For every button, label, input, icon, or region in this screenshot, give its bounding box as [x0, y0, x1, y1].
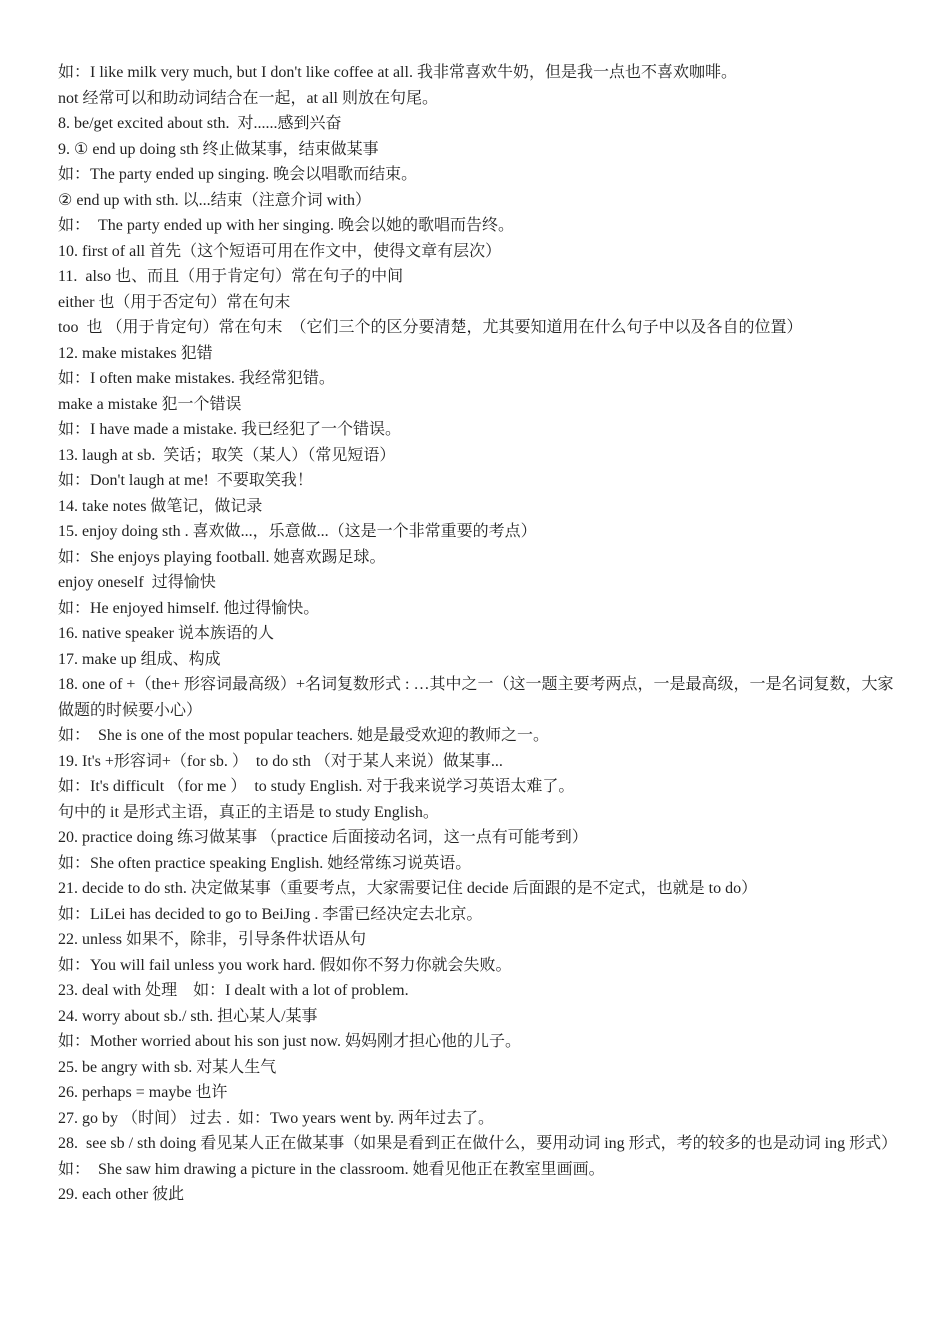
- text-line: 23. deal with 处理 如：I dealt with a lot of problem.: [58, 982, 409, 999]
- document-page: [58, 60, 898, 1208]
- text-line: 21. decide to do sth. 决定做某事（重要考点，大家需要记住 decide 后面跟的是不定式，也就是 to do）: [58, 880, 758, 897]
- text-line: 16. native speaker 说本族语的人: [58, 625, 274, 642]
- text-line: 11. also 也、而且（用于肯定句）常在句子的中间: [58, 268, 404, 285]
- text-line: 9. ① end up doing sth 终止做某事，结束做某事: [58, 140, 379, 158]
- text-line: 13. laugh at sb. 笑话；取笑（某人）（常见短语）: [58, 446, 396, 464]
- text-line: 18. one of +（the+ 形容词最高级）+名词复数形式 : …其中之一（这一题主要考两点，一是最高级，一是名词复数，大家做题的时候要小心）: [58, 676, 894, 719]
- text-line: 如：I like milk very much, but I don't like coffee at all. 我非常喜欢牛奶，但是我一点也不喜欢咖啡。: [58, 64, 737, 81]
- text-line: 如：Don't laugh at me! 不要取笑我！: [58, 472, 313, 489]
- text-line: 如：He enjoyed himself. 他过得愉快。: [58, 599, 320, 617]
- text-line: 20. practice doing 练习做某事 （practice 后面接动名词，这一点有可能考到）: [58, 829, 588, 846]
- text-line: 如： She is one of the most popular teachers. 她是最受欢迎的教师之一。: [58, 727, 550, 744]
- text-line: 如：I have made a mistake. 我已经犯了一个错误。: [58, 421, 402, 438]
- text-line: not 经常可以和助动词结合在一起，at all 则放在句尾。: [58, 89, 438, 107]
- text-line: 如：LiLei has decided to go to BeiJing . 李雷已经决定去北京。: [58, 905, 483, 923]
- text-line: 如：It's difficult （for me ） to study English. 对于我来说学习英语太难了。: [58, 778, 575, 795]
- text-line: 8. be/get excited about sth. 对......感到兴奋: [58, 115, 342, 132]
- text-line: 14. take notes 做笔记，做记录: [58, 497, 263, 515]
- text-line: 12. make mistakes 犯错: [58, 344, 213, 362]
- text-line: 27. go by （时间） 过去 . 如：Two years went by. 两年过去了。: [58, 1109, 495, 1127]
- text-line: enjoy oneself 过得愉快: [58, 574, 216, 591]
- text-line: ② end up with sth. 以...结束（注意介词 with）: [58, 191, 372, 209]
- text-line: 10. first of all 首先（这个短语可用在作文中，使得文章有层次）: [58, 242, 502, 260]
- text-line: 17. make up 组成、构成: [58, 650, 221, 668]
- text-line: too 也 （用于肯定句）常在句末 （它们三个的区分要清楚，尤其要知道用在什么句子中以及各自的位置）: [58, 319, 803, 336]
- text-line: 如：You will fail unless you work hard. 假如你不努力你就会失败。: [58, 956, 512, 974]
- text-line: either 也（用于否定句）常在句末: [58, 293, 291, 311]
- text-line: 如： She saw him drawing a picture in the classroom. 她看见他正在教室里画画。: [58, 1160, 605, 1178]
- text-line: 29. each other 彼此: [58, 1186, 185, 1203]
- text-line: 22. unless 如果不，除非，引导条件状语从句: [58, 931, 367, 948]
- text-line: 如：Mother worried about his son just now. 妈妈刚才担心他的儿子。: [58, 1033, 521, 1050]
- text-line: 26. perhaps = maybe 也许: [58, 1084, 228, 1101]
- text-line: 如：The party ended up singing. 晚会以唱歌而结束。: [58, 166, 418, 183]
- text-line: 19. It's +形容词+（for sb. ） to do sth （对于某人来说）做某事...: [58, 752, 503, 770]
- text-line: 28. see sb / sth doing 看见某人正在做某事（如果是看到正在做什么，要用动词 ing 形式，考的较多的也是动词 ing 形式）: [58, 1135, 898, 1152]
- text-line: 如：She enjoys playing football. 她喜欢踢足球。: [58, 548, 386, 566]
- text-line: 24. worry about sb./ sth. 担心某人/某事: [58, 1007, 318, 1025]
- text-line: 如：She often practice speaking English. 她经常练习说英语。: [58, 854, 472, 872]
- text-line: 如：I often make mistakes. 我经常犯错。: [58, 370, 335, 387]
- text-line: make a mistake 犯一个错误: [58, 395, 242, 413]
- text-line: 如： The party ended up with her singing. 晚会以她的歌唱而告终。: [58, 217, 514, 234]
- text-line: 句中的 it 是形式主语，真正的主语是 to study English。: [58, 803, 439, 821]
- text-line: 25. be angry with sb. 对某人生气: [58, 1058, 277, 1076]
- text-line: 15. enjoy doing sth . 喜欢做...，乐意做...（这是一个非常重要的考点）: [58, 523, 537, 540]
